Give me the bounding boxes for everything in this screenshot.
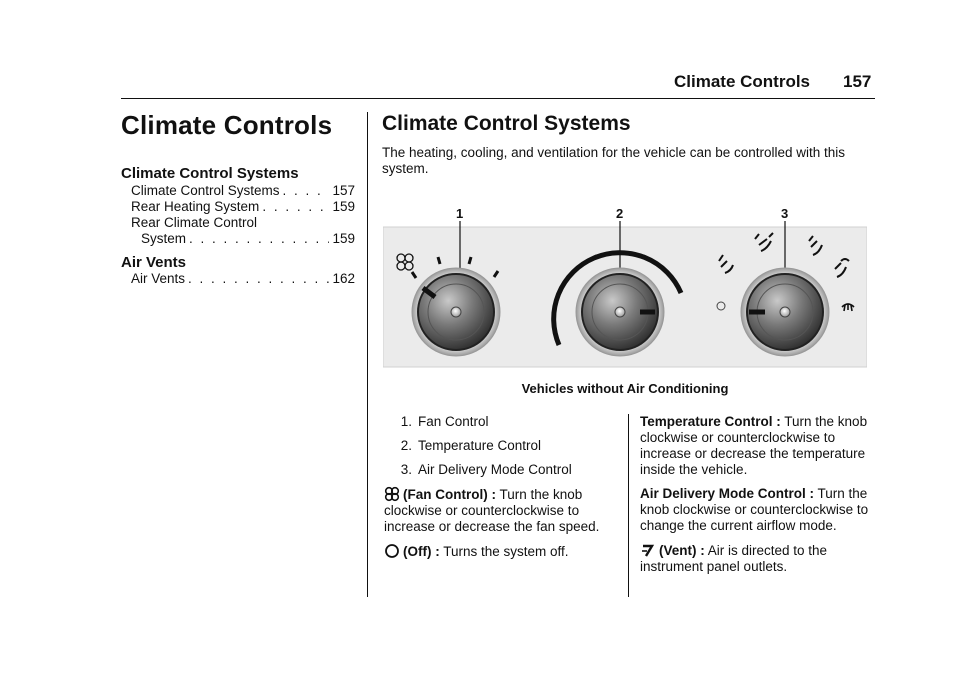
list-text: Fan Control <box>418 414 489 429</box>
temperature-knob[interactable] <box>576 268 664 356</box>
toc-leader <box>189 231 329 247</box>
climate-panel-illustration <box>383 205 867 369</box>
running-header-title: Climate Controls <box>674 72 811 91</box>
toc-entry-page: 159 <box>332 231 355 246</box>
list-item <box>384 462 624 478</box>
toc-leader <box>262 199 329 215</box>
vent-icon <box>640 542 656 558</box>
temperature-term: Temperature Control : <box>640 414 781 429</box>
toc-entry[interactable] <box>131 215 355 231</box>
figure-caption: Vehicles without Air Conditioning <box>521 381 729 396</box>
mode-text: Turn the knob clockwise or counterclockwise to change the current airflow mode. <box>640 486 869 533</box>
toc-entry-page: 157 <box>332 183 355 198</box>
section-intro: The heating, cooling, and ventilation for the vehicle can be controlled with this system. <box>382 145 846 176</box>
list-text: Air Delivery Mode Control <box>418 462 572 477</box>
fan-knob[interactable] <box>412 268 500 356</box>
list-number: 3. <box>400 462 412 477</box>
off-term: (Off) : <box>403 544 440 559</box>
toc-entry[interactable] <box>131 271 355 287</box>
defrost-mode-icon <box>842 304 854 311</box>
toc-entry-label: Rear Climate Control <box>131 215 258 230</box>
column-divider-right <box>628 414 629 597</box>
temperature-control-description <box>640 414 872 478</box>
list-item <box>384 414 624 430</box>
list-text: Temperature Control <box>418 438 542 453</box>
off-description <box>384 543 624 560</box>
mode-knob[interactable] <box>741 268 829 356</box>
list-number: 1. <box>400 414 412 429</box>
fan-icon <box>384 486 400 502</box>
toc-leader <box>188 271 329 287</box>
toc-entry-label: Rear Heating System <box>131 199 260 214</box>
mode-term: Air Delivery Mode Control : <box>640 486 815 501</box>
off-circle-icon <box>384 543 400 559</box>
temperature-text: Turn the knob clockwise or counterclockwise to increase or decrease the temperature inside the vehicle. <box>640 414 868 477</box>
page-number: 157 <box>843 72 872 91</box>
toc-heading-air-vents: Air Vents <box>121 254 187 271</box>
control-descriptions <box>640 414 872 583</box>
fan-control-text: Turn the knob clockwise or counterclockwise to increase or decrease the fan speed. <box>384 487 600 534</box>
toc-entry-label: Climate Control Systems <box>131 183 280 198</box>
fan-control-description <box>384 486 624 535</box>
toc-entry[interactable] <box>131 183 355 199</box>
toc-entry-page: 159 <box>332 199 355 214</box>
column-divider <box>367 112 368 597</box>
toc-entry-page: 162 <box>332 271 355 286</box>
section-title: Climate Control Systems <box>382 112 631 135</box>
vent-term: (Vent) : <box>659 543 705 558</box>
fan-control-term: (Fan Control) : <box>403 487 496 502</box>
control-legend <box>384 414 624 568</box>
mode-control-description <box>640 486 872 534</box>
toc-heading-climate: Climate Control Systems <box>121 165 299 182</box>
list-item <box>384 438 624 454</box>
off-text: Turns the system off. <box>439 544 569 559</box>
toc-entry[interactable] <box>141 231 355 247</box>
toc-entry-label: Air Vents <box>131 271 186 286</box>
header-rule <box>121 98 875 99</box>
vent-description <box>640 542 872 575</box>
chapter-title: Climate Controls <box>121 110 333 140</box>
callout-2: 2 <box>616 206 624 221</box>
toc-leader <box>283 183 330 199</box>
callout-3: 3 <box>781 206 789 221</box>
vent-text: Air is directed to the instrument panel outlets. <box>640 543 828 574</box>
callout-1: 1 <box>456 206 464 221</box>
toc-entry[interactable] <box>131 199 355 215</box>
list-number: 2. <box>400 438 412 453</box>
toc-entry-label: System <box>141 231 187 246</box>
